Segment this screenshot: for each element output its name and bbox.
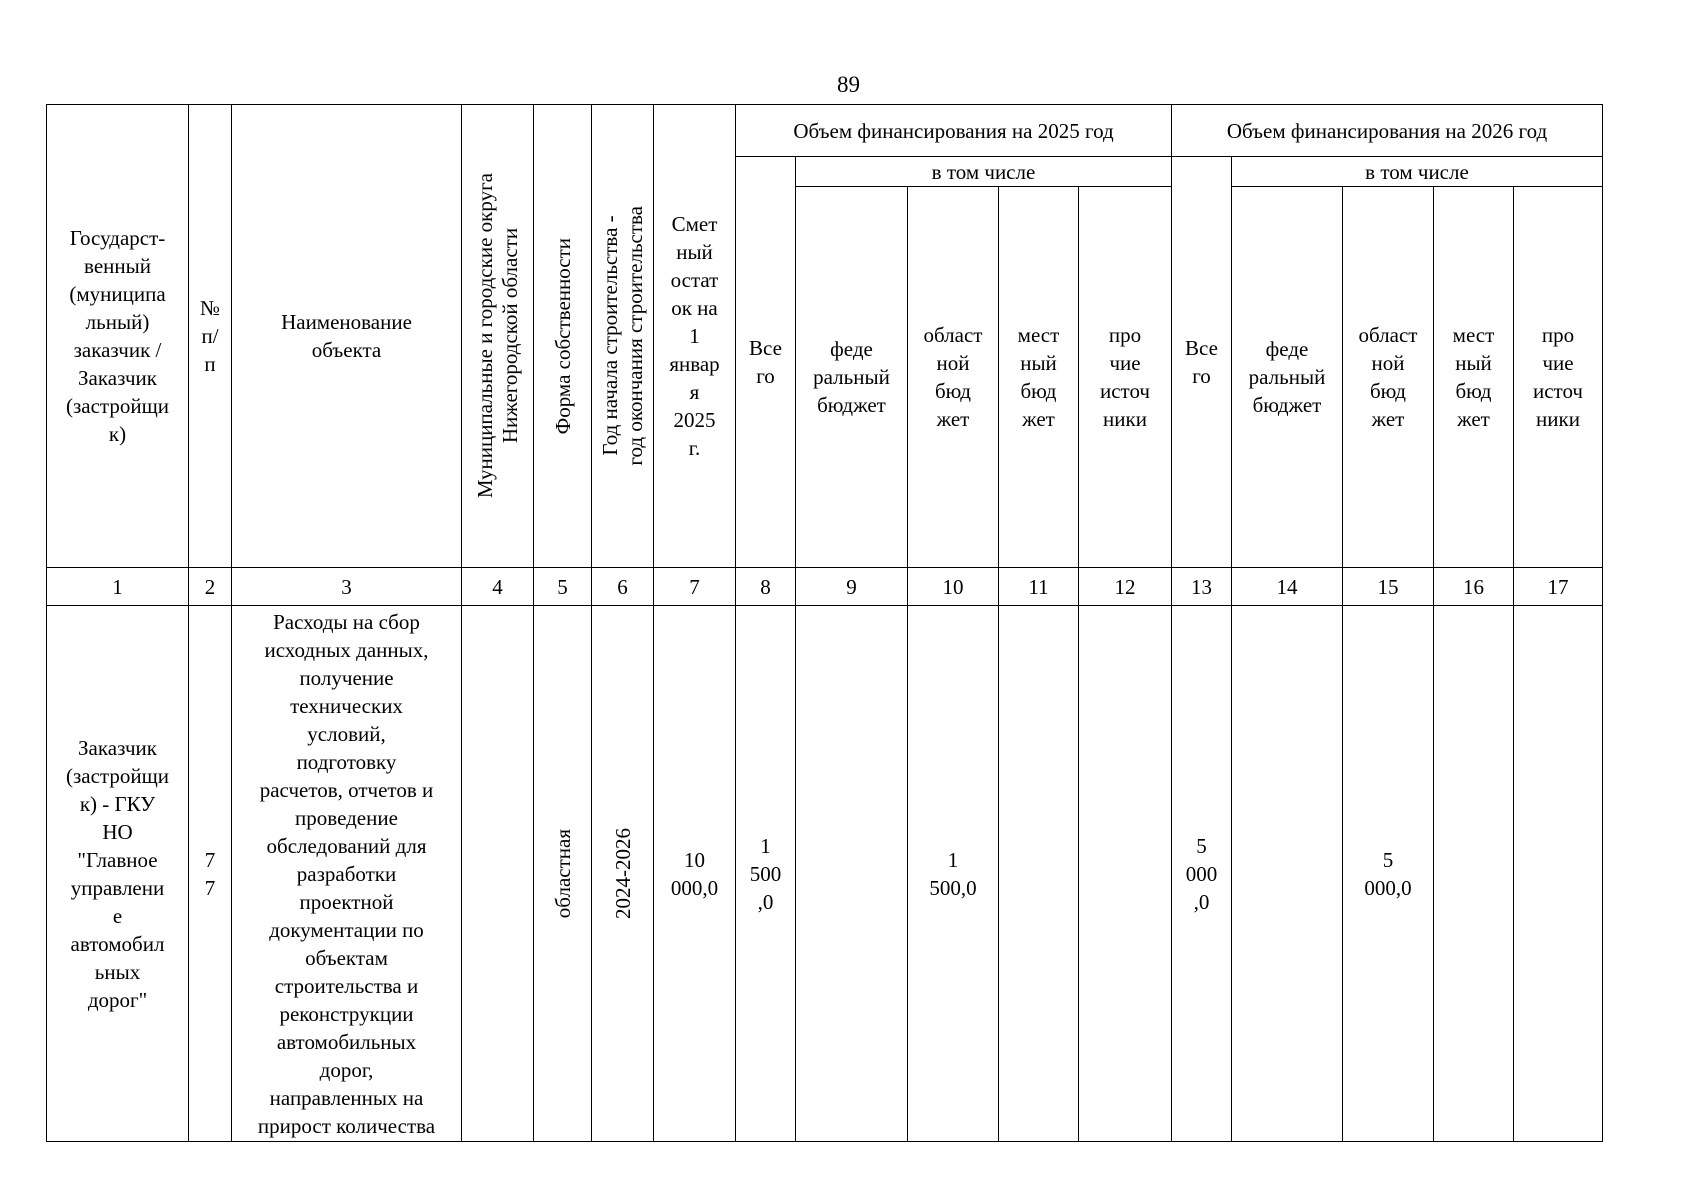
header-local-2025: мест ный бюд жет — [999, 187, 1079, 568]
header-funding-2026: Объем финансирования на 2026 год — [1172, 105, 1603, 157]
row-other-2026 — [1514, 606, 1603, 1142]
header-total-2025: Все го — [736, 157, 796, 568]
column-number: 12 — [1079, 568, 1172, 606]
column-number: 8 — [736, 568, 796, 606]
header-other-2026: про чие источ ники — [1514, 187, 1603, 568]
column-number: 4 — [462, 568, 534, 606]
header-funding-2025: Объем финансирования на 2025 год — [736, 105, 1172, 157]
column-number: 7 — [654, 568, 736, 606]
column-number: 9 — [796, 568, 908, 606]
row-total-2025: 1 500 ,0 — [736, 606, 796, 1142]
column-number: 14 — [1232, 568, 1343, 606]
column-numbers-row — [47, 568, 1603, 606]
column-number: 11 — [999, 568, 1079, 606]
header-local-2026: мест ный бюд жет — [1434, 187, 1514, 568]
column-number: 17 — [1514, 568, 1603, 606]
column-number: 6 — [592, 568, 654, 606]
header-other-2025: про чие источ ники — [1079, 187, 1172, 568]
row-regional-2026: 5 000,0 — [1343, 606, 1434, 1142]
header-ownership: Форма собственности — [534, 105, 592, 568]
column-number: 13 — [1172, 568, 1232, 606]
column-number: 2 — [189, 568, 232, 606]
column-number: 10 — [908, 568, 999, 606]
header-federal-2026: феде ральный бюджет — [1232, 187, 1343, 568]
header-total-2026: Все го — [1172, 157, 1232, 568]
header-federal-2025: феде ральный бюджет — [796, 187, 908, 568]
row-other-2025 — [1079, 606, 1172, 1142]
row-object-name: Расходы на сбор исходных данных, получение технических условий, подготовку расчетов, отчетов и проведение обследований для разработки проектной документации по объектам строительства и реконструкции автомобильных дорог, направленных на прирост количества — [232, 606, 462, 1142]
column-number: 16 — [1434, 568, 1514, 606]
row-local-2025 — [999, 606, 1079, 1142]
row-municipality — [462, 606, 534, 1142]
row-federal-2025 — [796, 606, 908, 1142]
financing-table — [46, 104, 1603, 1142]
table-row — [47, 606, 1603, 1142]
row-years: 2024-2026 — [592, 606, 654, 1142]
row-regional-2025: 1 500,0 — [908, 606, 999, 1142]
header-including-2026: в том числе — [1232, 157, 1603, 187]
header-including-2025: в том числе — [796, 157, 1172, 187]
row-customer: Заказчик (застройщи к) - ГКУ НО "Главное управлени е автомобил ьных дорог" — [47, 606, 189, 1142]
header-regional-2025: област ной бюд жет — [908, 187, 999, 568]
header-row-1 — [47, 105, 1603, 157]
header-regional-2026: област ной бюд жет — [1343, 187, 1434, 568]
row-ownership: областная — [534, 606, 592, 1142]
column-number: 15 — [1343, 568, 1434, 606]
header-estimated-balance: Смет ный остат ок на 1 январ я 2025 г. — [654, 105, 736, 568]
row-number: 7 7 — [189, 606, 232, 1142]
column-number: 3 — [232, 568, 462, 606]
row-local-2026 — [1434, 606, 1514, 1142]
column-number: 5 — [534, 568, 592, 606]
row-estimated-balance: 10 000,0 — [654, 606, 736, 1142]
header-municipality: Муниципальные и городские округа Нижегородской области — [462, 105, 534, 568]
header-years: Год начала строительства - год окончания строительства — [592, 105, 654, 568]
row-federal-2026 — [1232, 606, 1343, 1142]
header-object-name: Наименование объекта — [232, 105, 462, 568]
row-total-2026: 5 000 ,0 — [1172, 606, 1232, 1142]
header-customer: Государст- венный (муниципа льный) заказчик / Заказчик (застройщи к) — [47, 105, 189, 568]
page-number: 89 — [837, 72, 860, 97]
header-number: № п/ п — [189, 105, 232, 568]
column-number: 1 — [47, 568, 189, 606]
